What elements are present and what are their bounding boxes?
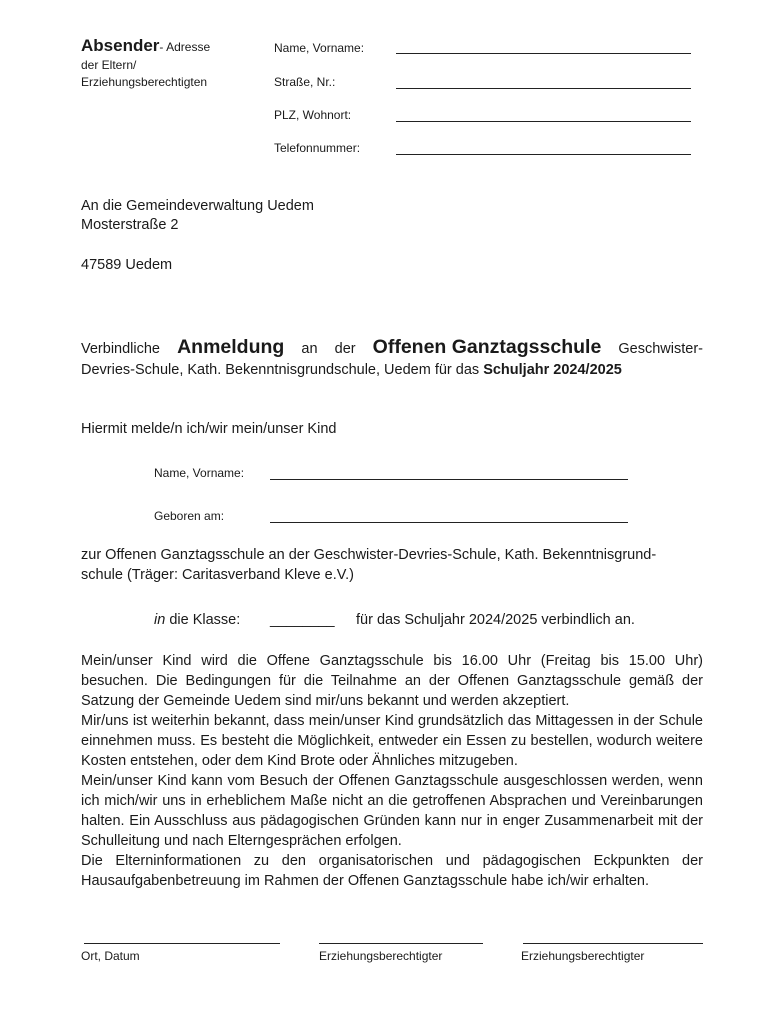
class-label-text: die Klasse: — [165, 612, 241, 628]
class-label — [154, 612, 240, 628]
class-suffix: für das Schuljahr 2024/2025 verbindlich an. — [356, 612, 635, 628]
child-birthdate-field[interactable] — [270, 522, 628, 523]
sender-subtitle: - Adresse — [159, 40, 211, 54]
heading-anmeldung: Anmeldung — [177, 336, 285, 358]
child-name-field[interactable] — [270, 479, 628, 480]
school-text-line-2: schule (Träger: Caritasverband Kleve e.V.) — [81, 567, 354, 583]
heading-school-year: Schuljahr 2024/2025 — [483, 362, 622, 378]
sender-heading — [81, 36, 210, 56]
guardian-signature-label-1: Erziehungsberechtigter — [319, 949, 443, 963]
place-date-line[interactable] — [84, 943, 280, 944]
heading-word: Geschwister- — [618, 341, 703, 357]
sender-name-label: Name, Vorname: — [274, 41, 365, 55]
form-heading-line-2 — [81, 362, 622, 378]
sender-phone-label: Telefonnummer: — [274, 141, 361, 155]
guardian-signature-line-1[interactable] — [319, 943, 483, 944]
sender-name-field[interactable] — [396, 53, 691, 54]
heading-line2-text: Devries-Schule, Kath. Bekenntnisgrundschule, Uedem für das — [81, 362, 484, 378]
intro-text: Hiermit melde/n ich/wir mein/unser Kind — [81, 421, 337, 437]
form-heading-line-1 — [81, 336, 703, 359]
heading-word: der — [334, 341, 356, 357]
sender-city-field[interactable] — [396, 121, 691, 122]
recipient-line-1: An die Gemeindeverwaltung Uedem — [81, 198, 314, 214]
sender-phone-field[interactable] — [396, 154, 691, 155]
recipient-line-3: 47589 Uedem — [81, 257, 173, 273]
sender-street-field[interactable] — [396, 88, 691, 89]
place-date-label: Ort, Datum — [81, 949, 140, 963]
terms-text — [81, 651, 703, 891]
guardian-signature-line-2[interactable] — [523, 943, 703, 944]
guardian-signature-label-2: Erziehungsberechtigter — [521, 949, 645, 963]
sender-title: Absender — [81, 36, 160, 55]
heading-ogs: Offenen Ganztagsschule — [372, 336, 602, 358]
sender-street-label: Straße, Nr.: — [274, 75, 336, 89]
school-text-line-1: zur Offenen Ganztagsschule an der Geschwister-Devries-Schule, Kath. Bekenntnisgrund- — [81, 547, 657, 563]
terms-paragraph: Die Elterninformationen zu den organisatorischen und pädagogischen Eckpunkten der Hausaufgabenbetreuung im Rahmen der Offenen Ganztagsschule habe ich/wir erhalten. — [81, 853, 703, 889]
heading-word: an — [301, 341, 318, 357]
recipient-line-2: Mosterstraße 2 — [81, 217, 179, 233]
sender-line-3: Erziehungsberechtigten — [81, 75, 208, 89]
terms-paragraph: Mein/unser Kind kann vom Besuch der Offenen Ganztagsschule ausgeschlossen werden, wenn ich mich/wir uns in erheblichem Maße nicht an die getroffenen Absprachen und Vereinbarungen halten. Ein Ausschluss aus pädagogischen Gründen kann nur in enger Zusammenarbeit mit der Schulleitung und nach Elterngesprächen erfolgen. — [81, 773, 703, 849]
sender-line-2: der Eltern/ — [81, 58, 137, 72]
child-name-label: Name, Vorname: — [154, 466, 245, 480]
terms-paragraph: Mir/uns ist weiterhin bekannt, dass mein/unser Kind grundsätzlich das Mittagessen in der Schule einnehmen muss. Es besteht die Möglichkeit, entweder ein Essen zu bestellen, wodurch weitere Kosten entstehen, oder dem Kind Brote oder Ähnliches mitzugeben. — [81, 713, 703, 769]
sender-city-label: PLZ, Wohnort: — [274, 108, 352, 122]
child-birthdate-label: Geboren am: — [154, 509, 225, 523]
class-field[interactable]: ________ — [270, 612, 335, 628]
class-in: in — [154, 612, 166, 628]
terms-paragraph: Mein/unser Kind wird die Offene Ganztagsschule bis 16.00 Uhr (Freitag bis 15.00 Uhr) besuchen. Die Bedingungen für die Teilnahme an der Offenen Ganztagsschule gemäß der Satzung der Gemeinde Uedem sind mir/uns bekannt und werden akzeptiert. — [81, 653, 703, 709]
heading-word: Verbindliche — [81, 341, 160, 357]
